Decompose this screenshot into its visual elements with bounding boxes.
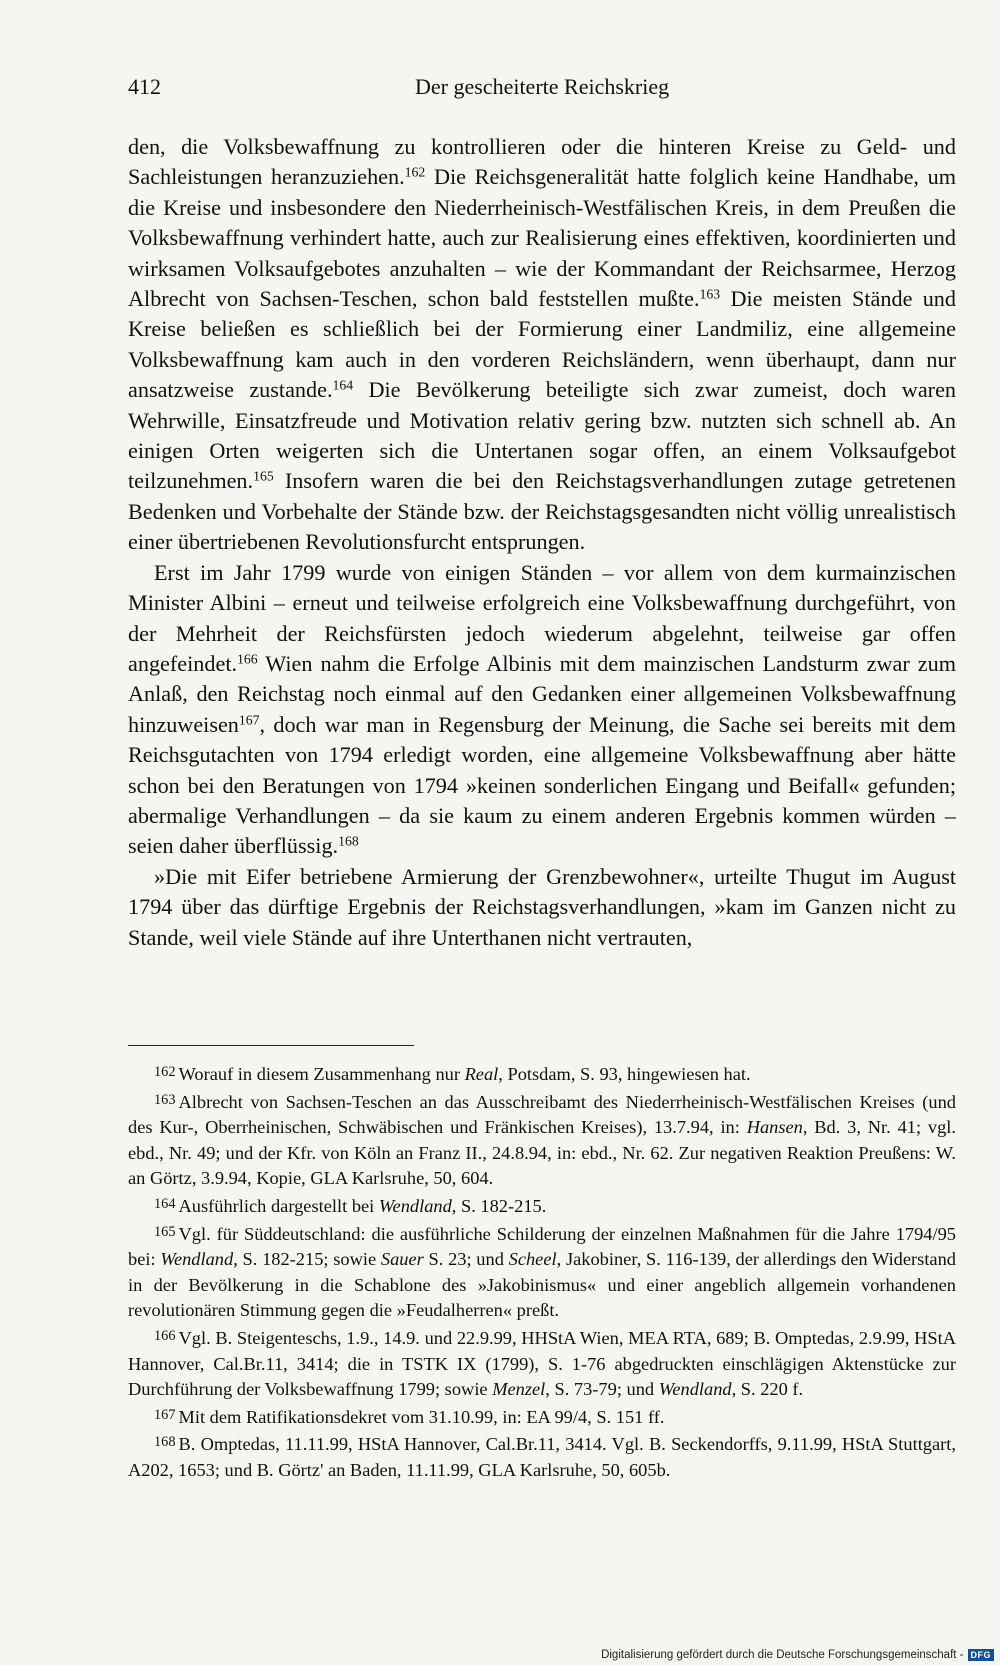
footnote-168 (128, 1430, 956, 1483)
footnote-165 (128, 1220, 956, 1324)
running-title: Der gescheiterte Reichskrieg (415, 74, 670, 99)
text-run: Die meisten Stände und Kreise beließen es schließlich bei der Formierung einer Landmiliz, eine allgemeine Volksbewaffnung kam auch in den vorderen Reichsländern, wenn überhaupt, dann nur ansatzweise zustande. (128, 286, 956, 403)
text-run: , Potsdam, S. 93, hingewiesen hat. (498, 1064, 751, 1085)
footnote-164 (128, 1192, 956, 1220)
text-run: den, die Volksbewaffnung zu kontrollieren oder die hinteren Kreise zu Geld- und Sachleistungen heranzuziehen. (128, 134, 956, 190)
text-run: , S. 182-215. (451, 1196, 547, 1217)
footnote-number: 164 (154, 1196, 176, 1212)
text-run: S. 23; und (423, 1249, 509, 1270)
text-run: Mit dem Ratifikationsdekret vom 31.10.99, in: EA 99/4, S. 151 ff. (178, 1406, 665, 1427)
page-number: 412 (128, 74, 161, 99)
footnote-number: 162 (154, 1064, 176, 1080)
text-run: Worauf in diesem Zusammenhang nur (178, 1064, 465, 1085)
text-run: , Jakobiner, S. 116-139, der allerdings den Widerstand in der Bevölkerung in die Schablone des »Jakobinismus« und einer angeblich allgemein vorhandenen revolutionären Stimmung gegen die »Feudalherren« preßt. (128, 1249, 956, 1321)
footnote-number: 163 (154, 1091, 176, 1108)
text-run: Vgl. für Süddeutschland: die ausführliche Schilderung der einzelnen Maßnahmen für die Jahre 1794/95 bei: (128, 1223, 956, 1270)
credit-text: Digitalisierung gefördert durch die Deutsche Forschungsgemeinschaft - (601, 1649, 964, 1661)
text-run: B. Omptedas, 11.11.99, HStA Hannover, Cal.Br.11, 3414. Vgl. B. Seckendorffs, 9.11.99, HStA Stuttgart, A202, 1653; und B. Görtz' an Baden, 11.11.99, GLA Karlsruhe, 50, 605b. (128, 1434, 956, 1481)
text-run: »Die mit Eifer betriebene Armierung der Grenzbewohner«, urteilte Thugut im August 1794 über das dürftige Ergebnis der Reichstagsverhandlungen, »kam im Ganzen nicht zu Stande, weil viele Stände auf ihre Unterthanen nicht vertrauten, (128, 863, 956, 950)
paragraph (128, 558, 956, 862)
text-run: Erst im Jahr 1799 wurde von einigen Ständen – vor allem von dem kurmainzischen Minister Albini – erneut und teilweise erfolgreich eine Volksbewaffnung durchgeführt, von der Mehrheit der Reichsfürsten jedoch wiederum abgelehnt, teilweise gar offen angefeindet. (128, 559, 956, 676)
footnote-ref[interactable]: 162 (404, 164, 426, 180)
text-run: , S. 182-215; sowie (233, 1249, 381, 1270)
main-text (128, 132, 956, 953)
page-header (128, 74, 958, 110)
author-name: Hansen (746, 1117, 803, 1138)
text-run: Insofern waren die bei den Reichstagsverhandlungen zutage getretenen Bedenken und Vorbehalte der Stände bzw. der Reichstagsgesandten nicht völlig unrealistisch einer übertriebenen Revolutionsfurcht entsprungen. (128, 468, 956, 555)
footnote-ref[interactable]: 164 (332, 377, 354, 393)
author-name: Menzel (492, 1379, 546, 1400)
author-name: Sauer (380, 1249, 424, 1270)
text-run: , S. 220 f. (731, 1379, 804, 1400)
footnote-number: 167 (154, 1406, 176, 1423)
footnote-number: 165 (154, 1223, 176, 1240)
author-name: Wendland (160, 1249, 234, 1270)
footnote-ref[interactable]: 167 (238, 712, 260, 728)
text-run: Wien nahm die Erfolge Albinis mit dem mainzischen Landsturm zwar zum Anlaß, den Reichstag noch einmal auf den Gedanken einer allgemeinen Volksbewaffnung hinzuweisen (128, 650, 956, 737)
paragraph (128, 862, 956, 953)
footnote-166 (128, 1324, 956, 1403)
footnote-167 (128, 1403, 956, 1431)
author-name: Real (464, 1064, 499, 1085)
text-run: Vgl. B. Steigenteschs, 1.9., 14.9. und 22.9.99, HHStA Wien, MEA RTA, 689; B. Omptedas, 2.9.99, HStA Hannover, Cal.Br.11, 3414; die in TSTK IX (1799), S. 1-76 abgedruckten einschlägigen Aktenstücke zur Durchführung der Volksbewaffnung 1799; sowie (128, 1328, 956, 1400)
paragraph (128, 132, 956, 558)
footnote-163 (128, 1088, 956, 1192)
author-name: Wendland (658, 1379, 732, 1400)
digitization-credit (601, 1649, 994, 1661)
text-run: Die Reichsgeneralität hatte folglich keine Handhabe, um die Kreise und insbesondere den Niederrheinisch-Westfälischen Kreis, in dem Preußen die Volksbewaffnung verhindert hatte, auch zur Realisierung eines effektiven, koordinierten und wirksamen Volksaufgebotes anzuhalten – wie der Kommandant der Reichsarmee, Herzog Albrecht von Sachsen-Teschen, schon bald feststellen mußte. (128, 164, 956, 312)
text-run: , doch war man in Regensburg der Meinung, die Sache sei bereits mit dem Reichsgutachten von 1794 erledigt worden, eine allgemeine Volksbewaffnung aber hätte schon bei den Beratungen von 1794 »keinen sonderlichen Eingang und Beifall« gefunden; abermalige Verhandlungen – da sie kaum zu einem anderen Ergebnis kommen würden – seien daher überflüssig. (128, 711, 956, 859)
footnote-ref[interactable]: 168 (338, 833, 359, 849)
dfg-logo-icon: DFG (968, 1649, 995, 1661)
text-run: Albrecht von Sachsen-Teschen an das Ausschreibamt des Niederrheinisch-Westfälischen Kreises (und des Kur-, Oberrheinischen, Schwäbischen und Fränkischen Kreises), 13.7.94, in: (128, 1091, 956, 1138)
author-name: Scheel (508, 1249, 557, 1270)
footnote-162 (128, 1060, 956, 1088)
text-run: , S. 73-79; und (545, 1379, 659, 1400)
footnote-separator (128, 1045, 414, 1046)
text-run: Die Bevölkerung beteiligte sich zwar zumeist, doch waren Wehrwille, Einsatzfreude und Motivation relativ gering bzw. nutzten sich schnell ab. An einigen Orten weigerten sich die Untertanen sogar offen, an einem Volksaufgebot teilzunehmen. (128, 377, 957, 494)
footnote-number: 166 (154, 1328, 176, 1344)
footnote-number: 168 (154, 1434, 176, 1451)
text-run: , Bd. 3, Nr. 41; vgl. ebd., Nr. 49; und der Kfr. von Köln an Franz II., 24.8.94, in: ebd., Nr. 62. Zur negativen Reaktion Preußens: W. an Görtz, 3.9.94, Kopie, GLA Karlsruhe, 50, 604. (128, 1117, 956, 1189)
author-name: Wendland (378, 1196, 452, 1217)
footnote-ref[interactable]: 166 (237, 651, 258, 667)
footnote-ref[interactable]: 163 (699, 286, 721, 302)
text-run: Ausführlich dargestellt bei (178, 1196, 379, 1217)
footnote-ref[interactable]: 165 (253, 468, 274, 484)
footnotes (128, 1060, 956, 1484)
